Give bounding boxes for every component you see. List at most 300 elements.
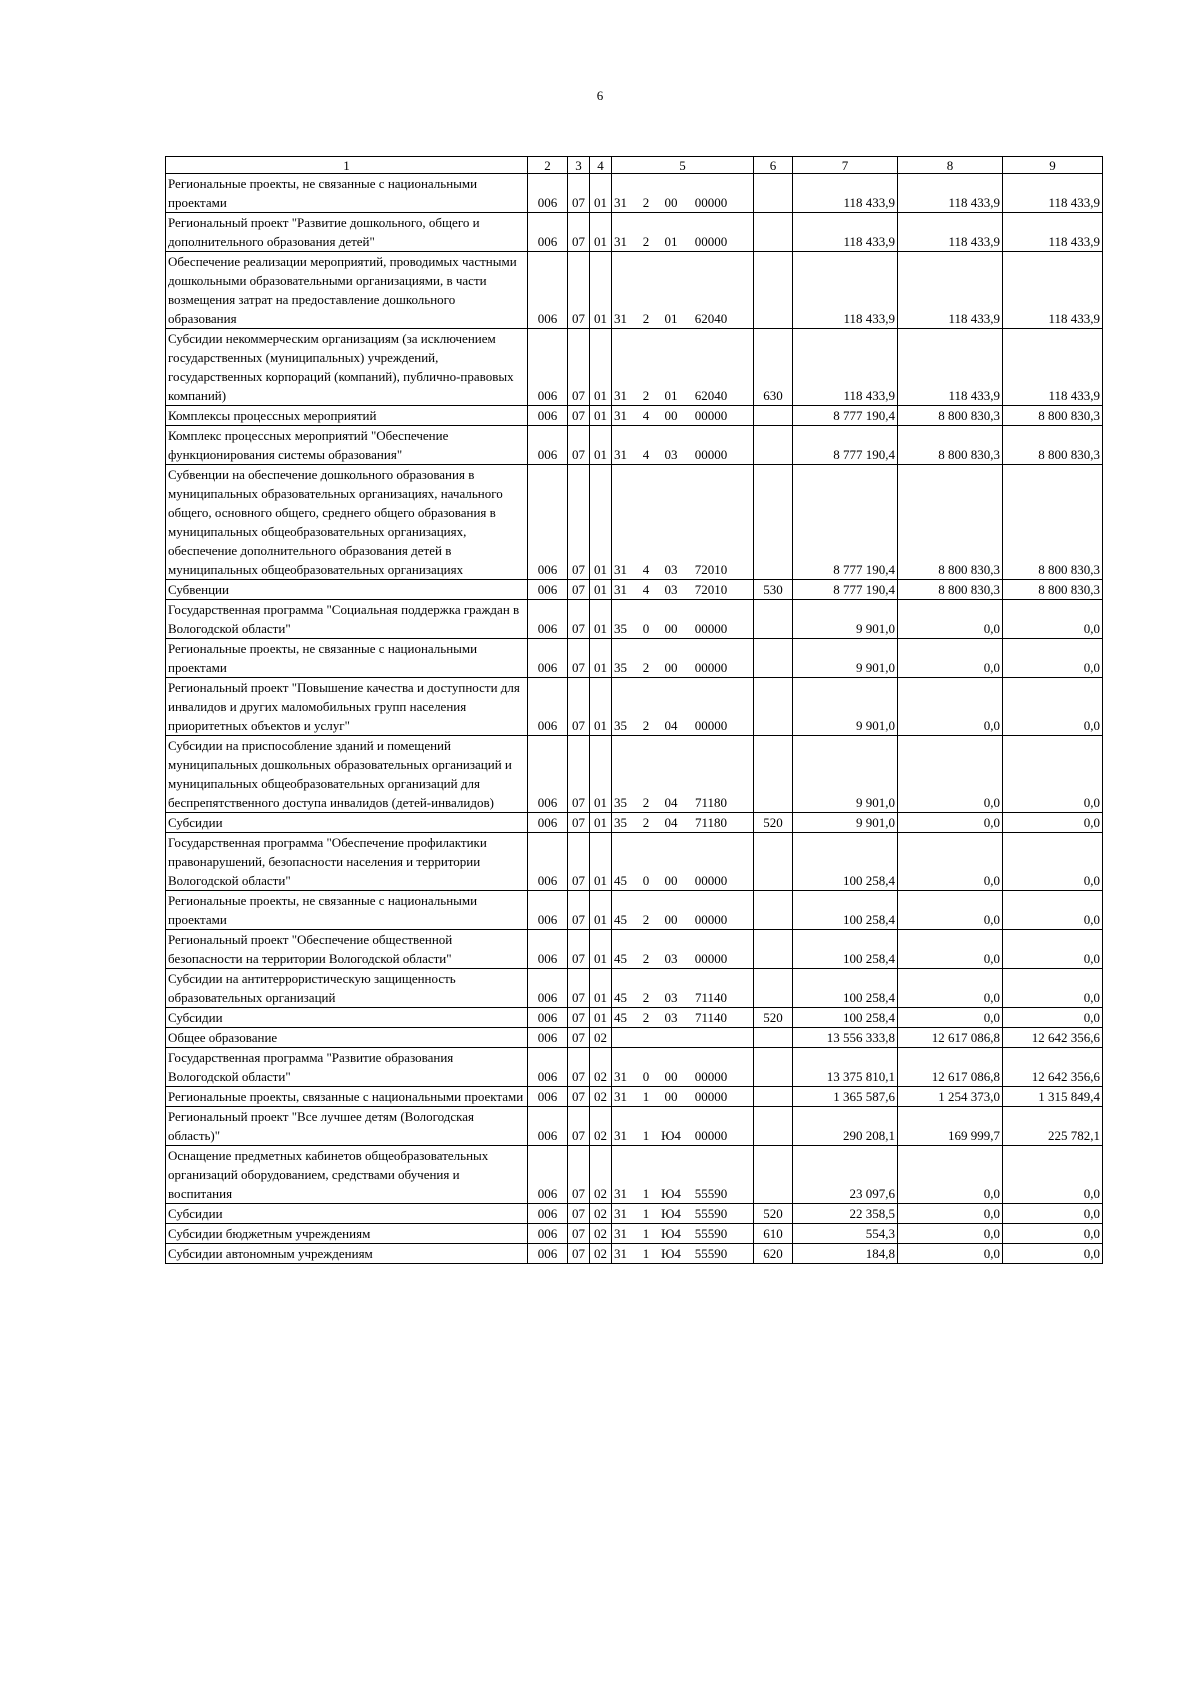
amount-col-7: 118 433,9 (793, 174, 898, 213)
ministry-code: 006 (528, 1224, 568, 1244)
expense-type-code (754, 969, 793, 1008)
program-code: 35 (614, 660, 627, 675)
structural-element-code: 04 (664, 718, 678, 733)
type-code: 4 (642, 408, 650, 423)
amount-col-8: 118 433,9 (898, 213, 1003, 252)
amount-col-8: 0,0 (898, 1224, 1003, 1244)
structural-element-code: Ю4 (661, 1226, 681, 1241)
table-body (166, 157, 1103, 1264)
direction-code: 72010 (694, 582, 728, 597)
type-code: 0 (642, 1069, 650, 1084)
ministry-code: 006 (528, 1028, 568, 1048)
section-code: 07 (568, 813, 590, 833)
row-name: Субвенции на обеспечение дошкольного образования в муниципальных образовательных организациях, начального общего, основного общего, среднего общего образования в муниципальных общеобразовательных организациях, обеспечение дополнительного образования детей в муниципальных общеобразовательных организациях (166, 465, 528, 580)
subsection-code: 02 (590, 1107, 612, 1146)
program-code: 31 (614, 195, 627, 210)
target-article-code (612, 1028, 754, 1048)
ministry-code: 006 (528, 1048, 568, 1087)
section-code: 07 (568, 465, 590, 580)
ministry-code: 006 (528, 465, 568, 580)
section-code: 07 (568, 1224, 590, 1244)
amount-col-9: 118 433,9 (1003, 213, 1103, 252)
target-article-code (612, 833, 754, 891)
amount-col-7: 9 901,0 (793, 678, 898, 736)
table-row (166, 174, 1103, 213)
type-code: 2 (642, 718, 650, 733)
amount-col-7: 118 433,9 (793, 329, 898, 406)
amount-col-9: 118 433,9 (1003, 252, 1103, 329)
amount-col-7: 118 433,9 (793, 213, 898, 252)
structural-element-code: 03 (664, 562, 678, 577)
direction-code: 55590 (694, 1246, 728, 1261)
amount-col-9: 0,0 (1003, 813, 1103, 833)
direction-code: 00000 (694, 408, 728, 423)
subsection-code: 01 (590, 252, 612, 329)
subsection-code: 01 (590, 678, 612, 736)
amount-col-9: 0,0 (1003, 1244, 1103, 1264)
direction-code: 00000 (694, 912, 728, 927)
amount-col-9: 0,0 (1003, 1204, 1103, 1224)
header-cell: 1 (166, 157, 528, 174)
subsection-code: 02 (590, 1224, 612, 1244)
direction-code: 55590 (694, 1206, 728, 1221)
subsection-code: 01 (590, 600, 612, 639)
table-row (166, 736, 1103, 813)
target-article-code (612, 600, 754, 639)
amount-col-7: 100 258,4 (793, 891, 898, 930)
expense-type-code (754, 426, 793, 465)
amount-col-9: 0,0 (1003, 1146, 1103, 1204)
direction-code: 00000 (694, 718, 728, 733)
subsection-code: 01 (590, 329, 612, 406)
ministry-code: 006 (528, 678, 568, 736)
target-article-code (612, 580, 754, 600)
row-name: Оснащение предметных кабинетов общеобразовательных организаций оборудованием, средствами обучения и воспитания (166, 1146, 528, 1204)
ministry-code: 006 (528, 213, 568, 252)
amount-col-7: 8 777 190,4 (793, 426, 898, 465)
amount-col-9: 0,0 (1003, 930, 1103, 969)
type-code: 1 (642, 1206, 650, 1221)
expense-type-code: 620 (754, 1244, 793, 1264)
amount-col-7: 100 258,4 (793, 833, 898, 891)
type-code: 4 (642, 562, 650, 577)
amount-col-8: 8 800 830,3 (898, 426, 1003, 465)
row-name: Комплекс процессных мероприятий "Обеспечение функционирования системы образования" (166, 426, 528, 465)
amount-col-9: 0,0 (1003, 600, 1103, 639)
direction-code: 72010 (694, 562, 728, 577)
expense-type-code (754, 213, 793, 252)
amount-col-9: 12 642 356,6 (1003, 1028, 1103, 1048)
ministry-code: 006 (528, 174, 568, 213)
program-code: 35 (614, 621, 627, 636)
direction-code: 62040 (694, 311, 728, 326)
header-cell: 9 (1003, 157, 1103, 174)
table-row (166, 1224, 1103, 1244)
subsection-code: 01 (590, 426, 612, 465)
program-code: 31 (614, 408, 627, 423)
direction-code: 00000 (694, 1128, 728, 1143)
amount-col-9: 0,0 (1003, 678, 1103, 736)
direction-code: 55590 (694, 1226, 728, 1241)
table-row (166, 1146, 1103, 1204)
row-name: Субсидии на антитеррористическую защищенность образовательных организаций (166, 969, 528, 1008)
target-article-code (612, 1224, 754, 1244)
amount-col-9: 8 800 830,3 (1003, 465, 1103, 580)
amount-col-8: 0,0 (898, 930, 1003, 969)
target-article-code (612, 1204, 754, 1224)
section-code: 07 (568, 426, 590, 465)
target-article-code (612, 930, 754, 969)
structural-element-code: 04 (664, 815, 678, 830)
ministry-code: 006 (528, 639, 568, 678)
table-row (166, 465, 1103, 580)
direction-code: 00000 (694, 660, 728, 675)
target-article-code (612, 1008, 754, 1028)
structural-element-code: 03 (664, 1010, 678, 1025)
amount-col-9: 0,0 (1003, 639, 1103, 678)
program-code: 31 (614, 1206, 627, 1221)
structural-element-code: 03 (664, 990, 678, 1005)
type-code: 4 (642, 582, 650, 597)
target-article-code (612, 329, 754, 406)
amount-col-8: 118 433,9 (898, 329, 1003, 406)
row-name: Обеспечение реализации мероприятий, проводимых частными дошкольными образовательными организациями, в части возмещения затрат на предоставление дошкольного образования (166, 252, 528, 329)
type-code: 2 (642, 795, 650, 810)
expense-type-code (754, 465, 793, 580)
amount-col-8: 0,0 (898, 833, 1003, 891)
direction-code: 00000 (694, 951, 728, 966)
row-name: Общее образование (166, 1028, 528, 1048)
table-row (166, 678, 1103, 736)
table-row (166, 813, 1103, 833)
target-article-code (612, 1107, 754, 1146)
program-code: 45 (614, 990, 627, 1005)
row-name: Субсидии (166, 1008, 528, 1028)
amount-col-9: 0,0 (1003, 1008, 1103, 1028)
ministry-code: 006 (528, 930, 568, 969)
section-code: 07 (568, 1048, 590, 1087)
amount-col-7: 118 433,9 (793, 252, 898, 329)
table-row (166, 580, 1103, 600)
target-article-code (612, 891, 754, 930)
expense-type-code (754, 1087, 793, 1107)
row-name: Региональные проекты, не связанные с национальными проектами (166, 639, 528, 678)
target-article-code (612, 969, 754, 1008)
section-code: 07 (568, 969, 590, 1008)
expense-type-code: 520 (754, 1204, 793, 1224)
program-code: 31 (614, 447, 627, 462)
direction-code: 00000 (694, 195, 728, 210)
table-row (166, 1087, 1103, 1107)
type-code: 0 (642, 873, 650, 888)
structural-element-code: 00 (664, 1069, 678, 1084)
subsection-code: 01 (590, 406, 612, 426)
amount-col-8: 0,0 (898, 1008, 1003, 1028)
amount-col-9: 0,0 (1003, 1224, 1103, 1244)
amount-col-9: 0,0 (1003, 833, 1103, 891)
section-code: 07 (568, 891, 590, 930)
program-code: 31 (614, 1226, 627, 1241)
program-code: 45 (614, 1010, 627, 1025)
amount-col-8: 0,0 (898, 639, 1003, 678)
amount-col-8: 0,0 (898, 1146, 1003, 1204)
subsection-code: 01 (590, 639, 612, 678)
type-code: 0 (642, 621, 650, 636)
subsection-code: 01 (590, 213, 612, 252)
type-code: 2 (642, 311, 650, 326)
ministry-code: 006 (528, 1087, 568, 1107)
structural-element-code: 01 (664, 388, 678, 403)
table-row (166, 329, 1103, 406)
row-name: Субсидии бюджетным учреждениям (166, 1224, 528, 1244)
program-code: 31 (614, 388, 627, 403)
section-code: 07 (568, 1087, 590, 1107)
program-code: 31 (614, 1128, 627, 1143)
table-row (166, 1008, 1103, 1028)
row-name: Субсидии некоммерческим организациям (за исключением государственных (муниципальных) учреждений, государственных корпораций (компаний), публично-правовых компаний) (166, 329, 528, 406)
ministry-code: 006 (528, 1107, 568, 1146)
structural-element-code: 01 (664, 234, 678, 249)
amount-col-8: 12 617 086,8 (898, 1028, 1003, 1048)
page-number: 6 (596, 88, 604, 103)
expense-type-code: 530 (754, 580, 793, 600)
ministry-code: 006 (528, 329, 568, 406)
expense-type-code (754, 1028, 793, 1048)
amount-col-7: 184,8 (793, 1244, 898, 1264)
expense-type-code (754, 1146, 793, 1204)
amount-col-7: 100 258,4 (793, 930, 898, 969)
section-code: 07 (568, 639, 590, 678)
target-article-code (612, 465, 754, 580)
expense-type-code: 630 (754, 329, 793, 406)
section-code: 07 (568, 580, 590, 600)
program-code: 45 (614, 912, 627, 927)
target-article-code (612, 1087, 754, 1107)
table-row (166, 1244, 1103, 1264)
program-code: 31 (614, 562, 627, 577)
amount-col-8: 8 800 830,3 (898, 465, 1003, 580)
section-code: 07 (568, 600, 590, 639)
section-code: 07 (568, 678, 590, 736)
amount-col-8: 8 800 830,3 (898, 580, 1003, 600)
structural-element-code: 03 (664, 447, 678, 462)
subsection-code: 02 (590, 1204, 612, 1224)
structural-element-code: Ю4 (661, 1128, 681, 1143)
section-code: 07 (568, 174, 590, 213)
target-article-code (612, 252, 754, 329)
row-name: Государственная программа "Развитие образования Вологодской области" (166, 1048, 528, 1087)
amount-col-7: 9 901,0 (793, 639, 898, 678)
direction-code: 71180 (694, 815, 728, 830)
header-cell: 4 (590, 157, 612, 174)
target-article-code (612, 1146, 754, 1204)
ministry-code: 006 (528, 600, 568, 639)
expense-type-code (754, 678, 793, 736)
section-code: 07 (568, 252, 590, 329)
header-row (166, 157, 1103, 174)
section-code: 07 (568, 833, 590, 891)
amount-col-9: 8 800 830,3 (1003, 580, 1103, 600)
amount-col-8: 118 433,9 (898, 174, 1003, 213)
ministry-code: 006 (528, 969, 568, 1008)
section-code: 07 (568, 406, 590, 426)
row-name: Государственная программа "Обеспечение профилактики правонарушений, безопасности населения и территории Вологодской области" (166, 833, 528, 891)
target-article-code (612, 1048, 754, 1087)
amount-col-9: 8 800 830,3 (1003, 426, 1103, 465)
ministry-code: 006 (528, 426, 568, 465)
direction-code: 62040 (694, 388, 728, 403)
ministry-code: 006 (528, 833, 568, 891)
row-name: Субсидии (166, 813, 528, 833)
subsection-code: 01 (590, 1008, 612, 1028)
subsection-code: 01 (590, 930, 612, 969)
header-cell: 3 (568, 157, 590, 174)
amount-col-7: 100 258,4 (793, 1008, 898, 1028)
amount-col-9: 0,0 (1003, 891, 1103, 930)
amount-col-8: 0,0 (898, 891, 1003, 930)
program-code: 31 (614, 1246, 627, 1261)
structural-element-code: 01 (664, 311, 678, 326)
structural-element-code: 04 (664, 795, 678, 810)
row-name: Региональные проекты, не связанные с национальными проектами (166, 891, 528, 930)
type-code: 1 (642, 1128, 650, 1143)
amount-col-8: 0,0 (898, 969, 1003, 1008)
subsection-code: 01 (590, 465, 612, 580)
expense-type-code (754, 891, 793, 930)
table-row (166, 833, 1103, 891)
ministry-code: 006 (528, 813, 568, 833)
subsection-code: 01 (590, 833, 612, 891)
amount-col-7: 290 208,1 (793, 1107, 898, 1146)
row-name: Субсидии автономным учреждениям (166, 1244, 528, 1264)
structural-element-code: 00 (664, 873, 678, 888)
direction-code: 00000 (694, 1069, 728, 1084)
table-row (166, 639, 1103, 678)
section-code: 07 (568, 1107, 590, 1146)
ministry-code: 006 (528, 1204, 568, 1224)
row-name: Комплексы процессных мероприятий (166, 406, 528, 426)
amount-col-9: 118 433,9 (1003, 329, 1103, 406)
amount-col-7: 1 365 587,6 (793, 1087, 898, 1107)
amount-col-8: 0,0 (898, 1244, 1003, 1264)
type-code: 2 (642, 195, 650, 210)
amount-col-7: 22 358,5 (793, 1204, 898, 1224)
structural-element-code: 03 (664, 582, 678, 597)
structural-element-code: 00 (664, 621, 678, 636)
structural-element-code: 00 (664, 1089, 678, 1104)
amount-col-9: 118 433,9 (1003, 174, 1103, 213)
row-name: Государственная программа "Социальная поддержка граждан в Вологодской области" (166, 600, 528, 639)
header-cell: 5 (612, 157, 754, 174)
header-cell: 2 (528, 157, 568, 174)
amount-col-9: 8 800 830,3 (1003, 406, 1103, 426)
target-article-code (612, 813, 754, 833)
ministry-code: 006 (528, 1244, 568, 1264)
program-code: 45 (614, 951, 627, 966)
section-code: 07 (568, 1244, 590, 1264)
section-code: 07 (568, 930, 590, 969)
program-code: 45 (614, 873, 627, 888)
row-name: Субвенции (166, 580, 528, 600)
subsection-code: 02 (590, 1048, 612, 1087)
expense-type-code (754, 736, 793, 813)
expense-type-code: 610 (754, 1224, 793, 1244)
amount-col-7: 9 901,0 (793, 736, 898, 813)
row-name: Региональный проект "Повышение качества и доступности для инвалидов и других маломобильных групп населения приоритетных объектов и услуг" (166, 678, 528, 736)
amount-col-7: 8 777 190,4 (793, 465, 898, 580)
expense-type-code (754, 833, 793, 891)
row-name: Региональный проект "Обеспечение общественной безопасности на территории Вологодской области" (166, 930, 528, 969)
subsection-code: 01 (590, 174, 612, 213)
type-code: 1 (642, 1246, 650, 1261)
amount-col-7: 9 901,0 (793, 600, 898, 639)
header-cell: 7 (793, 157, 898, 174)
ministry-code: 006 (528, 406, 568, 426)
target-article-code (612, 213, 754, 252)
subsection-code: 02 (590, 1087, 612, 1107)
program-code: 35 (614, 795, 627, 810)
expense-type-code (754, 1107, 793, 1146)
amount-col-8: 169 999,7 (898, 1107, 1003, 1146)
row-name: Региональные проекты, связанные с национальными проектами (166, 1087, 528, 1107)
direction-code: 00000 (694, 621, 728, 636)
amount-col-7: 23 097,6 (793, 1146, 898, 1204)
subsection-code: 01 (590, 969, 612, 1008)
target-article-code (612, 406, 754, 426)
subsection-code: 02 (590, 1146, 612, 1204)
table-row (166, 1048, 1103, 1087)
budget-table (165, 156, 1103, 1264)
row-name: Региональный проект "Все лучшее детям (Вологодская область)" (166, 1107, 528, 1146)
target-article-code (612, 174, 754, 213)
row-name: Субсидии на приспособление зданий и помещений муниципальных дошкольных образовательных организаций и муниципальных общеобразовательных организаций для беспрепятственного доступа инвалидов (детей-инвалидов) (166, 736, 528, 813)
program-code: 35 (614, 815, 627, 830)
type-code: 2 (642, 815, 650, 830)
table-row (166, 969, 1103, 1008)
amount-col-8: 12 617 086,8 (898, 1048, 1003, 1087)
row-name: Региональный проект "Развитие дошкольного, общего и дополнительного образования детей" (166, 213, 528, 252)
subsection-code: 01 (590, 813, 612, 833)
amount-col-8: 0,0 (898, 600, 1003, 639)
amount-col-9: 12 642 356,6 (1003, 1048, 1103, 1087)
program-code: 31 (614, 1069, 627, 1084)
amount-col-9: 225 782,1 (1003, 1107, 1103, 1146)
section-code: 07 (568, 329, 590, 406)
program-code: 31 (614, 311, 627, 326)
amount-col-8: 0,0 (898, 736, 1003, 813)
structural-element-code: Ю4 (661, 1206, 681, 1221)
amount-col-7: 13 556 333,8 (793, 1028, 898, 1048)
type-code: 2 (642, 912, 650, 927)
subsection-code: 01 (590, 891, 612, 930)
header-cell: 8 (898, 157, 1003, 174)
amount-col-7: 100 258,4 (793, 969, 898, 1008)
direction-code: 00000 (694, 1089, 728, 1104)
target-article-code (612, 678, 754, 736)
direction-code: 00000 (694, 873, 728, 888)
expense-type-code (754, 1048, 793, 1087)
ministry-code: 006 (528, 891, 568, 930)
subsection-code: 02 (590, 1244, 612, 1264)
ministry-code: 006 (528, 252, 568, 329)
table-row (166, 1028, 1103, 1048)
target-article-code (612, 1244, 754, 1264)
expense-type-code (754, 639, 793, 678)
target-article-code (612, 736, 754, 813)
section-code: 07 (568, 1204, 590, 1224)
subsection-code: 02 (590, 1028, 612, 1048)
amount-col-9: 0,0 (1003, 736, 1103, 813)
